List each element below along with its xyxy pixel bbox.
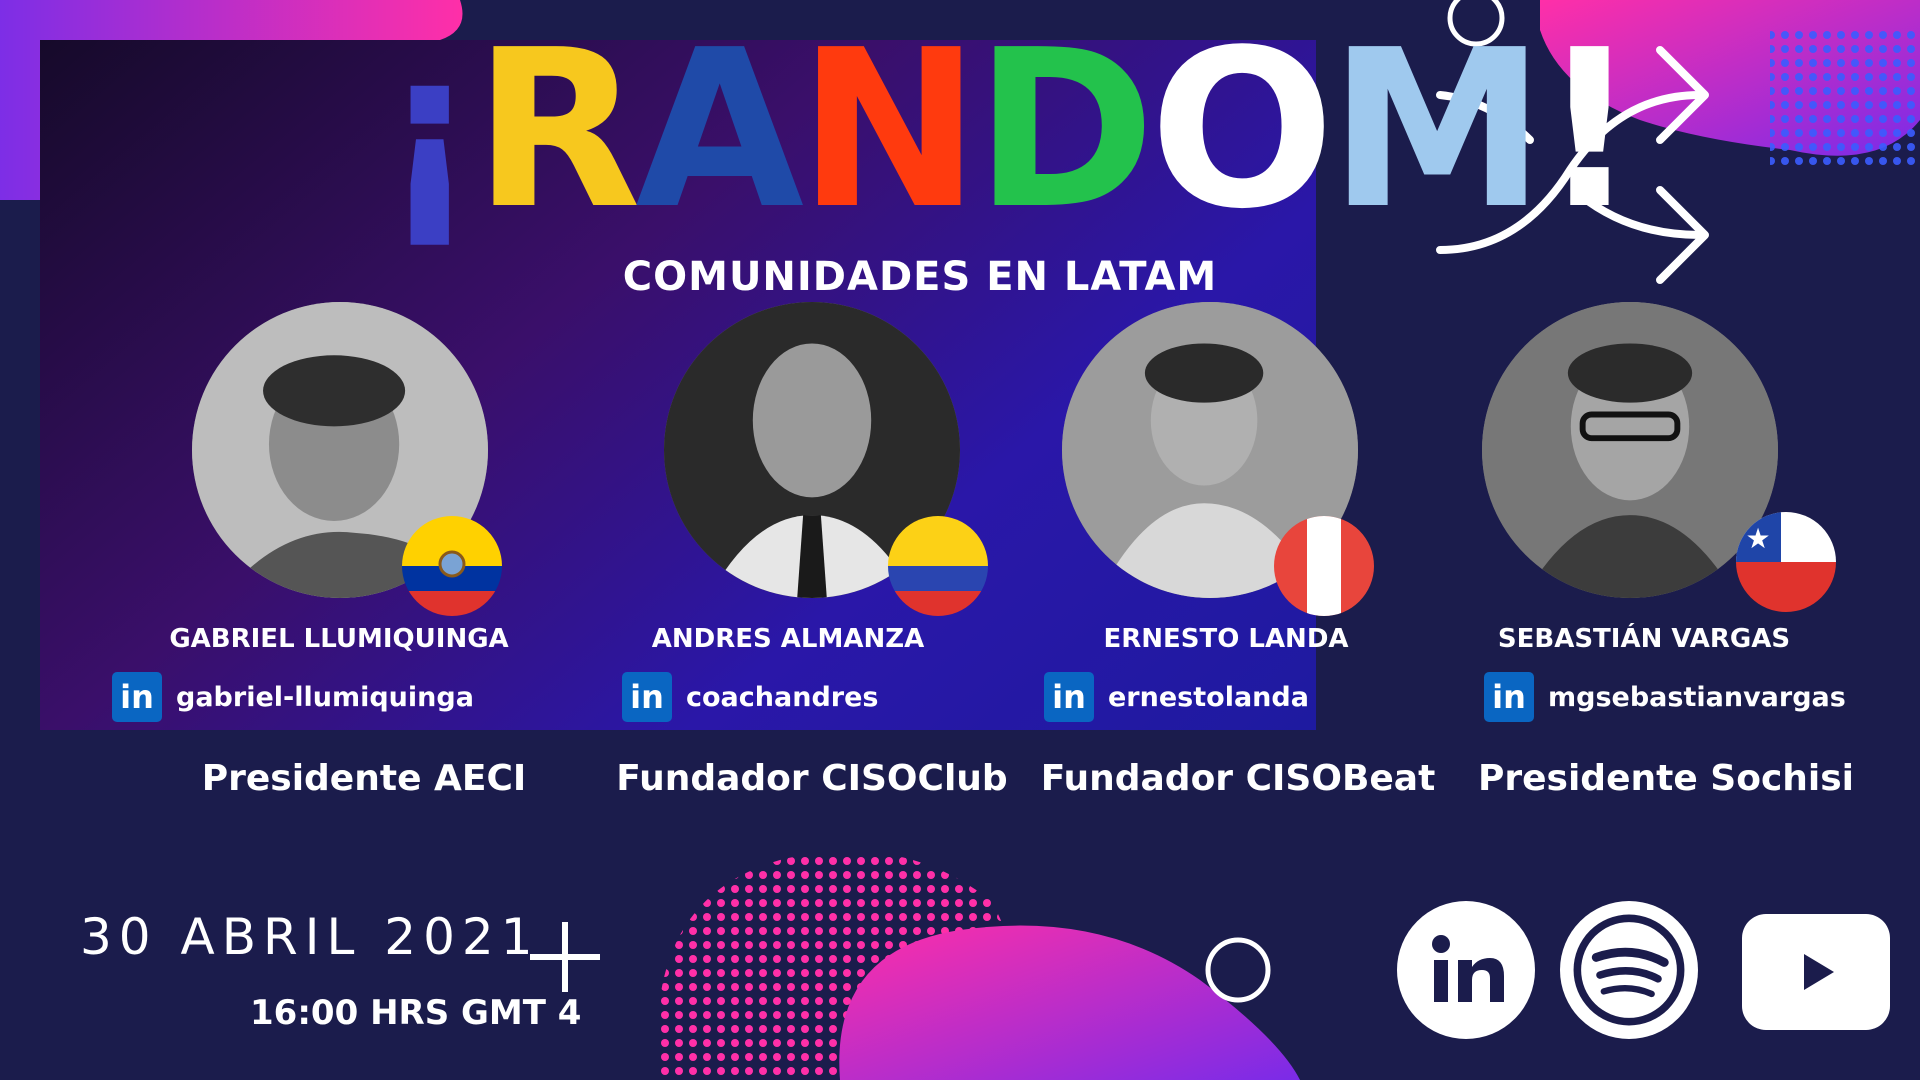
- linkedin-handle: ernestolanda: [1108, 681, 1309, 713]
- title-letter: D: [974, 4, 1150, 257]
- title-letter: M: [1328, 4, 1540, 257]
- chile-flag: [1736, 512, 1836, 612]
- speaker-photo-4: [1482, 302, 1778, 598]
- event-date: 30 ABRIL 2021: [80, 908, 540, 966]
- event-time: 16:00 HRS GMT 4: [250, 993, 582, 1033]
- speaker-name: ANDRES ALMANZA: [651, 624, 925, 654]
- speaker-name: GABRIEL LLUMIQUINGA: [169, 624, 509, 654]
- spotify-icon[interactable]: [1560, 901, 1698, 1039]
- title-letter: A: [635, 4, 799, 257]
- peru-flag: [1274, 516, 1374, 616]
- youtube-icon[interactable]: [1742, 914, 1890, 1030]
- linkedin-handle: gabriel-llumiquinga: [176, 681, 474, 713]
- title-letter: ¡: [380, 4, 474, 257]
- ecuador-flag: [402, 516, 502, 616]
- linkedin-icon: in: [1484, 672, 1534, 722]
- speaker-role: Presidente Sochisi: [1477, 758, 1855, 799]
- speaker-name: ERNESTO LANDA: [1103, 624, 1349, 654]
- linkedin-handle: mgsebastianvargas: [1548, 681, 1846, 713]
- speaker-role: Fundador CISOBeat: [1040, 758, 1436, 799]
- linkedin-icon: in: [1044, 672, 1094, 722]
- speaker-name: SEBASTIÁN VARGAS: [1497, 624, 1791, 654]
- linkedin-link-3[interactable]: [1044, 672, 1309, 722]
- linkedin-link-2[interactable]: [622, 672, 878, 722]
- speaker-role: Presidente AECI: [201, 758, 527, 799]
- title-letter: R: [473, 4, 636, 257]
- event-subtitle: COMUNIDADES EN LATAM: [622, 254, 1218, 300]
- speaker-role: Fundador CISOClub: [616, 758, 1008, 799]
- linkedin-link-1[interactable]: [112, 672, 474, 722]
- title-letter: N: [798, 4, 975, 257]
- linkedin-handle: coachandres: [686, 681, 879, 713]
- linkedin-icon[interactable]: [1397, 901, 1535, 1039]
- title-letter: !: [1539, 4, 1634, 257]
- svg-text:★: ★: [1745, 522, 1771, 555]
- event-title: [380, 4, 1634, 257]
- title-letter: O: [1149, 4, 1329, 257]
- colombia-flag: [888, 516, 988, 616]
- linkedin-link-4[interactable]: [1484, 672, 1846, 722]
- linkedin-icon: in: [112, 672, 162, 722]
- linkedin-icon: in: [622, 672, 672, 722]
